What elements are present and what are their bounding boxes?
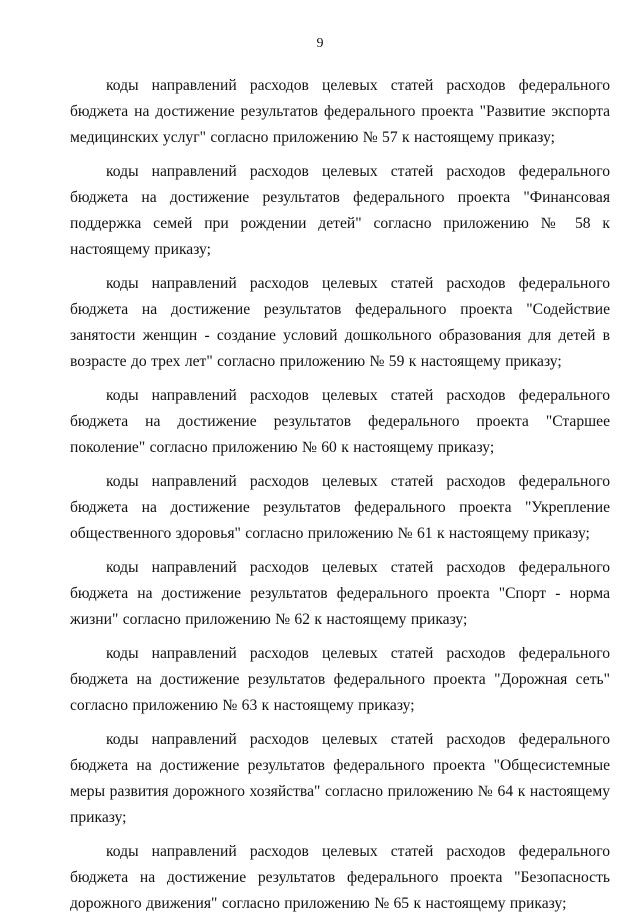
paragraph-appendix-60: коды направлений расходов целевых статей расходов федерального бюджета на достижение результатов федерального проекта "Старшее поколение" согласно приложению № 60 к настоящему приказу;: [70, 387, 610, 456]
paragraph-appendix-58: коды направлений расходов целевых статей расходов федерального бюджета на достижение результатов федерального проекта "Финансовая поддержка семей при рождении детей" согласно приложению № 58 к настоящему приказу;: [70, 163, 610, 258]
paragraph-appendix-59: коды направлений расходов целевых статей расходов федерального бюджета на достижение результатов федерального проекта "Содействие занятости женщин - создание условий дошкольного образования для детей в возрасте до трех лет" согласно приложению № 59 к настоящему приказу;: [70, 275, 610, 370]
document-body: [70, 73, 610, 917]
paragraph-appendix-61: коды направлений расходов целевых статей расходов федерального бюджета на достижение результатов федерального проекта "Укрепление общественного здоровья" согласно приложению № 61 к настоящему приказу;: [70, 473, 610, 542]
paragraph-appendix-62: коды направлений расходов целевых статей расходов федерального бюджета на достижение результатов федерального проекта "Спорт - норма жизни" согласно приложению № 62 к настоящему приказу;: [70, 559, 610, 628]
paragraph-appendix-63: коды направлений расходов целевых статей расходов федерального бюджета на достижение результатов федерального проекта "Дорожная сеть" согласно приложению № 63 к настоящему приказу;: [70, 645, 610, 714]
paragraph-appendix-57: коды направлений расходов целевых статей расходов федерального бюджета на достижение результатов федерального проекта "Развитие экспорта медицинских услуг" согласно приложению № 57 к настоящему приказу;: [70, 77, 610, 146]
page-number: 9: [316, 36, 324, 51]
paragraph-appendix-65: коды направлений расходов целевых статей расходов федерального бюджета на достижение результатов федерального проекта "Безопасность дорожного движения" согласно приложению № 65 к настоящему приказу;: [70, 843, 610, 912]
paragraph-appendix-64: коды направлений расходов целевых статей расходов федерального бюджета на достижение результатов федерального проекта "Общесистемные меры развития дорожного хозяйства" согласно приложению № 64 к настоящему приказу;: [70, 731, 610, 826]
